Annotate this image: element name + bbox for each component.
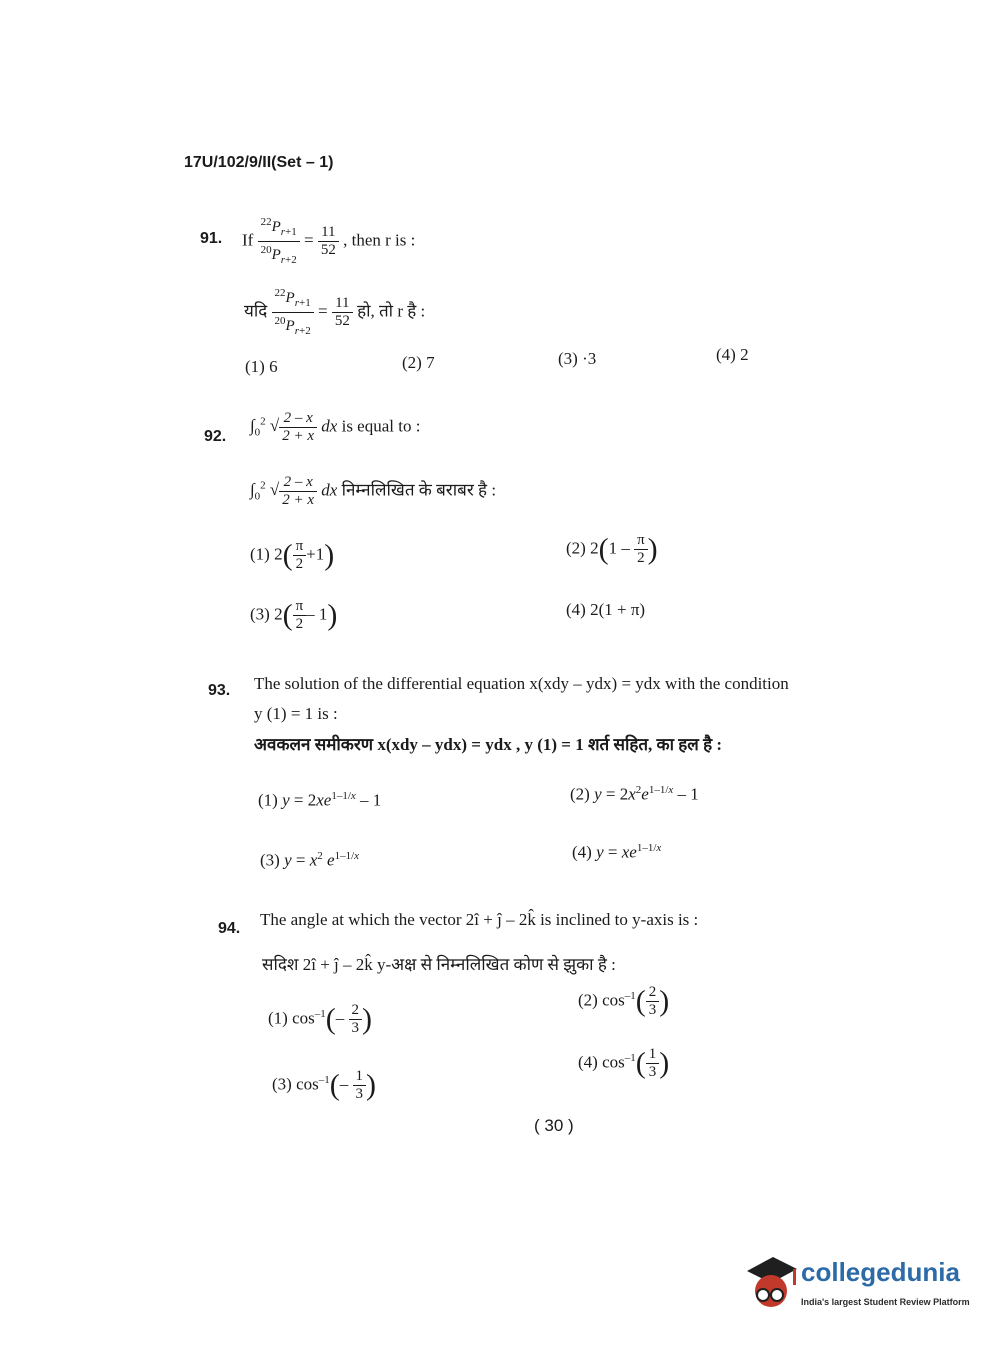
q92-number: 92. bbox=[204, 428, 227, 445]
q91-hindi-fraction-value: $\frac{11}{52}$ bbox=[332, 295, 353, 330]
q94-number: 94. bbox=[218, 920, 241, 937]
q91-option-1: (1) 6 bbox=[245, 357, 278, 376]
q92-en-text: is equal to : bbox=[341, 416, 421, 436]
q93-option-2: (2) $y = 2x^2e^{1-1/x} - 1$ bbox=[570, 784, 699, 804]
q93-line-2: y (1) = 1 is : bbox=[254, 704, 338, 723]
q91-fraction-permutation: $\frac{^{22}P_{r+1}}{^{20}P_{r+2}}$ bbox=[258, 214, 300, 269]
q91-option-4: (4) 2 bbox=[716, 345, 749, 364]
q91-option-2: (2) 7 bbox=[402, 353, 435, 372]
q92-hindi: $\int_0^2$ √ $\frac{2 - x}{2 + x}$ dx निम्नलिखित के बराबर है : bbox=[250, 474, 497, 508]
q94-hindi: सदिश 2î + ĵ – 2k̂ y-अक्ष से निम्नलिखित कोण से झुका है : bbox=[262, 955, 616, 974]
q91-then: , then r is : bbox=[343, 230, 416, 250]
q91-english: If $\frac{^{22}P_{r+1}}{^{20}P_{r+2}}$ = $\frac{11}{52}$ , then r is : bbox=[242, 214, 415, 269]
q91-hindi-fraction-permutation: $\frac{^{22}P_{r+1}}{^{20}P_{r+2}}$ bbox=[272, 285, 314, 340]
mascot-icon bbox=[743, 1253, 799, 1315]
q92-sqrt: √ $\frac{2 - x}{2 + x}$ bbox=[270, 416, 317, 435]
q94-english: The angle at which the vector 2î + ĵ – 2k̂ is inclined to y-axis is : bbox=[260, 910, 699, 929]
q93-number: 93. bbox=[208, 682, 231, 699]
q93-option-4: (4) $y = xe^{1-1/x}$ bbox=[572, 842, 662, 862]
q92-hindi-integral: $\int_0^2$ bbox=[250, 479, 266, 503]
paper-header: 17U/102/9/II(Set – 1) bbox=[184, 154, 334, 171]
q91-hindi-then: हो, तो r है : bbox=[357, 301, 426, 321]
q92-integral: $\int_0^2$ bbox=[250, 415, 266, 439]
q93-line-1: The solution of the differential equation x(xdy – ydx) = ydx with the condition bbox=[254, 674, 789, 693]
q91-hindi: यदि $\frac{^{22}P_{r+1}}{^{20}P_{r+2}}$ = $\frac{11}{52}$ हो, तो r है : bbox=[244, 285, 425, 340]
q92-hindi-sqrt: √ $\frac{2 - x}{2 + x}$ bbox=[270, 480, 317, 499]
q91-number: 91. bbox=[200, 230, 223, 247]
q92-option-1: (1) 2( $\frac{\pi}{2}$ +1) bbox=[250, 538, 335, 572]
q92-hi-text: निम्नलिखित के बराबर है : bbox=[341, 480, 497, 500]
q92-option-3: (3) 2( $\frac{\pi}{2}$ – 1) bbox=[250, 598, 338, 632]
q91-option-3: (3) ·3 bbox=[558, 349, 597, 368]
page-number: ( 30 ) bbox=[534, 1116, 574, 1135]
q91-if: If bbox=[242, 230, 254, 250]
q92-english: $\int_0^2$ √ $\frac{2 - x}{2 + x}$ dx is equal to : bbox=[250, 410, 421, 444]
q91-hindi-if: यदि bbox=[244, 301, 268, 321]
q91-fraction-value: $\frac{11}{52}$ bbox=[318, 224, 339, 259]
q93-line-3-hindi: अवकलन समीकरण x(xdy – ydx) = ydx , y (1) = 1 शर्त सहित, का हल है : bbox=[254, 735, 723, 754]
q94-option-2: (2) $\cos^{-1}$( $\frac{2}{3}$ ) bbox=[578, 984, 670, 1018]
q94-option-1: (1) $\cos^{-1}(-$ $\frac{2}{3}$ ) bbox=[268, 1002, 372, 1036]
logo-tagline: India's largest Student Review Platform bbox=[801, 1297, 970, 1307]
q93-option-1: (1) $y = 2xe^{1-1/x} - 1$ bbox=[258, 790, 382, 810]
logo-wordmark: collegedunia bbox=[801, 1257, 960, 1287]
q92-option-4: (4) 2(1 + π) bbox=[566, 600, 646, 619]
q94-option-4: (4) $\cos^{-1}$( $\frac{1}{3}$ ) bbox=[578, 1046, 670, 1080]
q92-option-2: (2) 2(1 – $\frac{\pi}{2}$ ) bbox=[566, 532, 658, 566]
q94-option-3: (3) $\cos^{-1}(-$ $\frac{1}{3}$ ) bbox=[272, 1068, 376, 1102]
collegedunia-logo[interactable] bbox=[743, 1253, 968, 1319]
q93-option-3: (3) $y = x^2$ $e^{1-1/x}$ bbox=[260, 850, 360, 870]
